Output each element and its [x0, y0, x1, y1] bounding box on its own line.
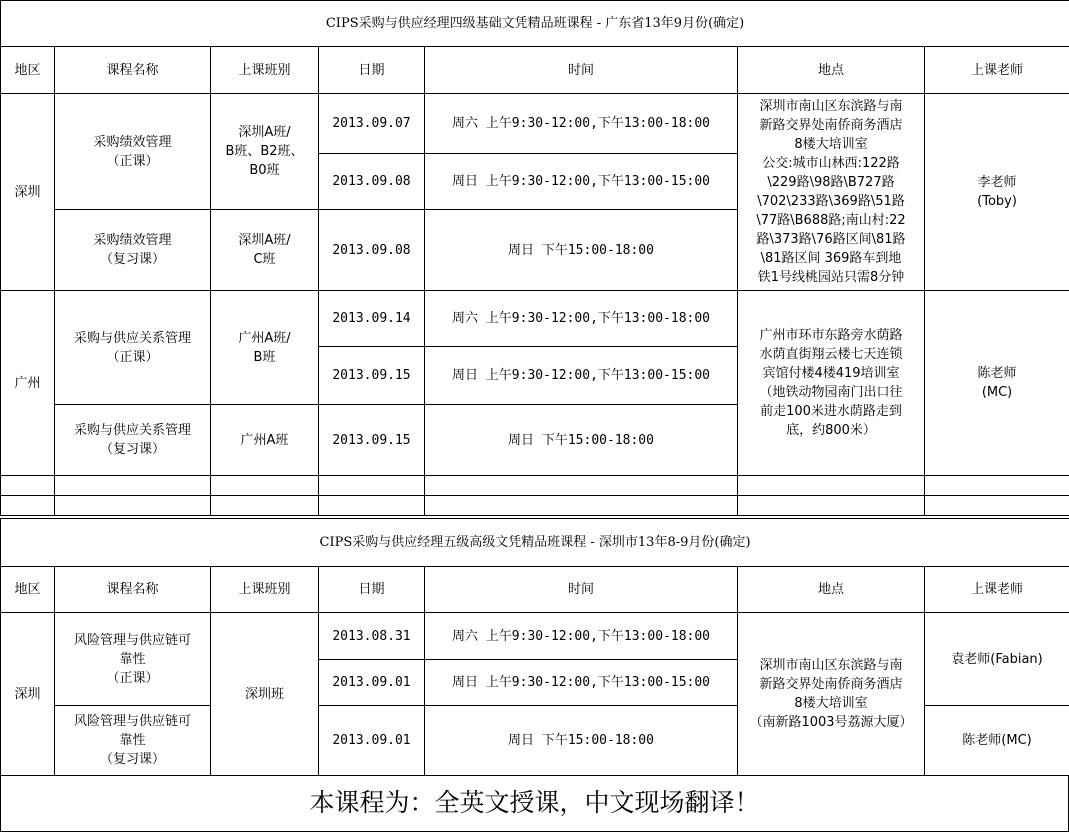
header-class: 上课班别: [211, 47, 319, 94]
class-cell: 深圳班: [211, 613, 319, 776]
location-cell: 深圳市南山区东滨路与南 新路交界处南侨商务酒店 8楼大培训室 公交:城市山林西:122路 \229路\98路\B727路 \702\233路\369路\51路 \77路\B688路;南山村:22 路\373路\76路区间\81路 \81路区间 369路车到地 铁1号线桃园站只需8分钟: [738, 94, 925, 291]
header-region: 地区: [1, 47, 55, 94]
header-course-name: 课程名称: [55, 47, 211, 94]
date-cell: 2013.09.08: [319, 210, 425, 291]
class-cell: 深圳A班/ B班、B2班、 B0班: [211, 94, 319, 210]
region-cell: 深圳: [1, 94, 55, 291]
class-cell: 广州A班/ B班: [211, 291, 319, 405]
course-cell: 风险管理与供应链可 靠性 （正课）: [55, 613, 211, 706]
date-cell: 2013.09.08: [319, 154, 425, 210]
table2-header-row: [1, 567, 1069, 613]
header-class: 上课班别: [211, 567, 319, 613]
date-cell: 2013.08.31: [319, 613, 425, 660]
time-cell: 周日 上午9:30-12:00,下午13:00-15:00: [425, 660, 738, 706]
header-time: 时间: [425, 47, 738, 94]
header-course-name: 课程名称: [55, 567, 211, 613]
header-teacher: 上课老师: [925, 47, 1069, 94]
class-cell: 广州A班: [211, 405, 319, 476]
time-cell: 周六 上午9:30-12:00,下午13:00-18:00: [425, 291, 738, 347]
location-cell: 深圳市南山区东滨路与南 新路交界处南侨商务酒店 8楼大培训室 （南新路1003号荔源大厦）: [738, 613, 925, 776]
location-cell: 广州市环市东路旁水荫路 水荫直街翔云楼七天连锁 宾馆付楼4楼419培训室 （地铁动物园南门出口往 前走100米进水荫路走到 底，约800米）: [738, 291, 925, 476]
course-cell: 风险管理与供应链可 靠性 （复习课）: [55, 706, 211, 776]
teacher-cell: 陈老师 (MC): [925, 291, 1069, 476]
time-cell: 周日 上午9:30-12:00,下午13:00-15:00: [425, 347, 738, 405]
table1-title: CIPS采购与供应经理四级基础文凭精品班课程 - 广东省13年9月份(确定): [1, 1, 1069, 47]
teacher-cell: 袁老师(Fabian): [925, 613, 1069, 706]
header-region: 地区: [1, 567, 55, 613]
course-cell: 采购绩效管理 （正课）: [55, 94, 211, 210]
time-cell: 周六 上午9:30-12:00,下午13:00-18:00: [425, 94, 738, 154]
header-date: 日期: [319, 47, 425, 94]
spacer-row: [1, 476, 1069, 496]
course-cell: 采购绩效管理 （复习课）: [55, 210, 211, 291]
spacer-row: [1, 496, 1069, 516]
date-cell: 2013.09.07: [319, 94, 425, 154]
header-location: 地点: [738, 47, 925, 94]
time-cell: 周六 上午9:30-12:00,下午13:00-18:00: [425, 613, 738, 660]
region-cell: 广州: [1, 291, 55, 476]
table2-title: CIPS采购与供应经理五级高级文凭精品班课程 - 深圳市13年8-9月份(确定): [1, 519, 1069, 567]
time-cell: 周日 下午15:00-18:00: [425, 405, 738, 476]
date-cell: 2013.09.14: [319, 291, 425, 347]
header-location: 地点: [738, 567, 925, 613]
time-cell: 周日 下午15:00-18:00: [425, 210, 738, 291]
time-cell: 周日 上午9:30-12:00,下午13:00-15:00: [425, 154, 738, 210]
time-cell: 周日 下午15:00-18:00: [425, 706, 738, 776]
teacher-cell: 陈老师(MC): [925, 706, 1069, 776]
date-cell: 2013.09.01: [319, 706, 425, 776]
header-teacher: 上课老师: [925, 567, 1069, 613]
table-row: [1, 613, 1069, 660]
header-time: 时间: [425, 567, 738, 613]
table-row: [1, 94, 1069, 154]
header-date: 日期: [319, 567, 425, 613]
table1-header-row: [1, 47, 1069, 94]
date-cell: 2013.09.15: [319, 405, 425, 476]
course-table-level5: [0, 518, 1069, 776]
course-cell: 采购与供应关系管理 （复习课）: [55, 405, 211, 476]
class-cell: 深圳A班/ C班: [211, 210, 319, 291]
date-cell: 2013.09.01: [319, 660, 425, 706]
teacher-cell: 李老师 (Toby): [925, 94, 1069, 291]
table-row: [1, 291, 1069, 347]
course-cell: 采购与供应关系管理 （正课）: [55, 291, 211, 405]
date-cell: 2013.09.15: [319, 347, 425, 405]
region-cell: 深圳: [1, 613, 55, 776]
footer-note: 本课程为：全英文授课，中文现场翻译！: [0, 775, 1069, 832]
